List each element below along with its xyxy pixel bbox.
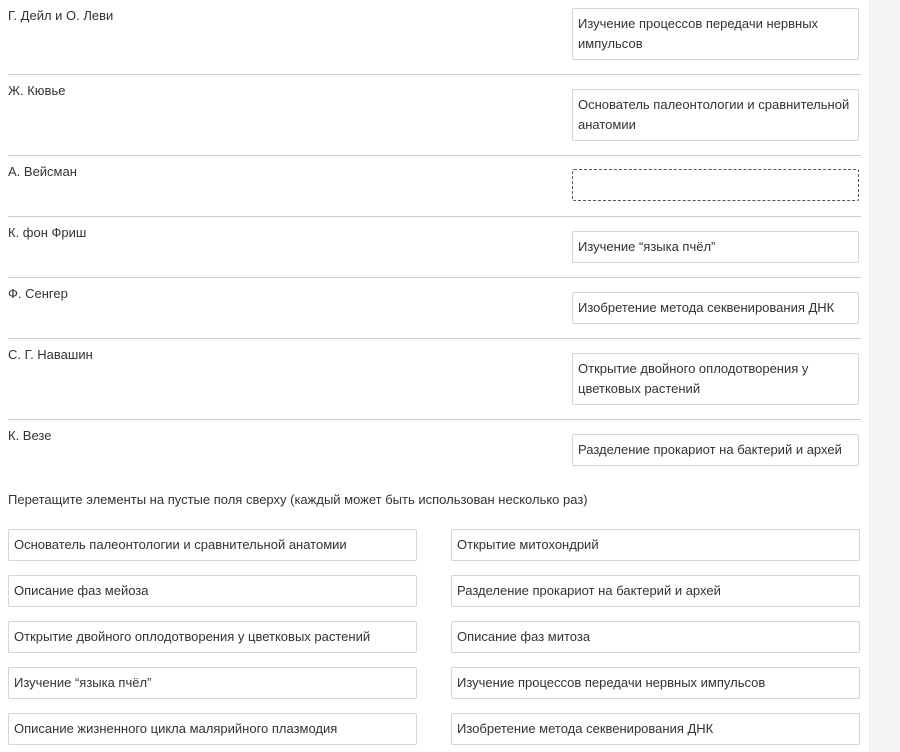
drag-option[interactable]: Изобретение метода секвенирования ДНК [451,713,860,745]
match-row [8,156,861,217]
person-name: Ж. Кювье [8,83,66,98]
drop-zone[interactable]: Изучение “языка пчёл” [572,231,859,263]
person-name: Ф. Сенгер [8,286,68,301]
drop-zone[interactable]: Изобретение метода секвенирования ДНК [572,292,859,324]
match-row [8,75,861,156]
drag-option[interactable]: Описание фаз митоза [451,621,860,653]
drag-option[interactable]: Описание фаз мейоза [8,575,417,607]
person-name: Г. Дейл и О. Леви [8,8,114,23]
drag-option[interactable]: Описание жизненного цикла малярийного плазмодия [8,713,417,745]
match-row [8,339,861,420]
person-name: К. фон Фриш [8,225,87,240]
drag-option[interactable]: Изучение процессов передачи нервных импульсов [451,667,860,699]
drop-zone[interactable]: Открытие двойного оплодотворения у цветковых растений [572,353,859,405]
drop-zone-empty[interactable] [572,169,859,201]
scrollbar-track[interactable] [869,0,900,752]
match-row [8,0,861,75]
drag-option[interactable]: Основатель палеонтологии и сравнительной анатомии [8,529,417,561]
drop-zone[interactable]: Разделение прокариот на бактерий и архей [572,434,859,466]
match-row [8,278,861,339]
drop-zone[interactable]: Изучение процессов передачи нервных импульсов [572,8,859,60]
drag-option[interactable]: Разделение прокариот на бактерий и архей [451,575,860,607]
drag-option[interactable]: Открытие митохондрий [451,529,860,561]
instructions-text: Перетащите элементы на пустые поля сверху (каждый может быть использован несколько раз) [8,492,588,507]
drag-option[interactable]: Изучение “языка пчёл” [8,667,417,699]
drag-option[interactable]: Открытие двойного оплодотворения у цветковых растений [8,621,417,653]
person-name: К. Везе [8,428,52,443]
person-name: С. Г. Навашин [8,347,93,362]
drop-zone[interactable]: Основатель палеонтологии и сравнительной анатомии [572,89,859,141]
person-name: А. Вейсман [8,164,77,179]
match-row [8,217,861,278]
match-row-last [8,420,861,480]
match-rows [8,0,861,480]
